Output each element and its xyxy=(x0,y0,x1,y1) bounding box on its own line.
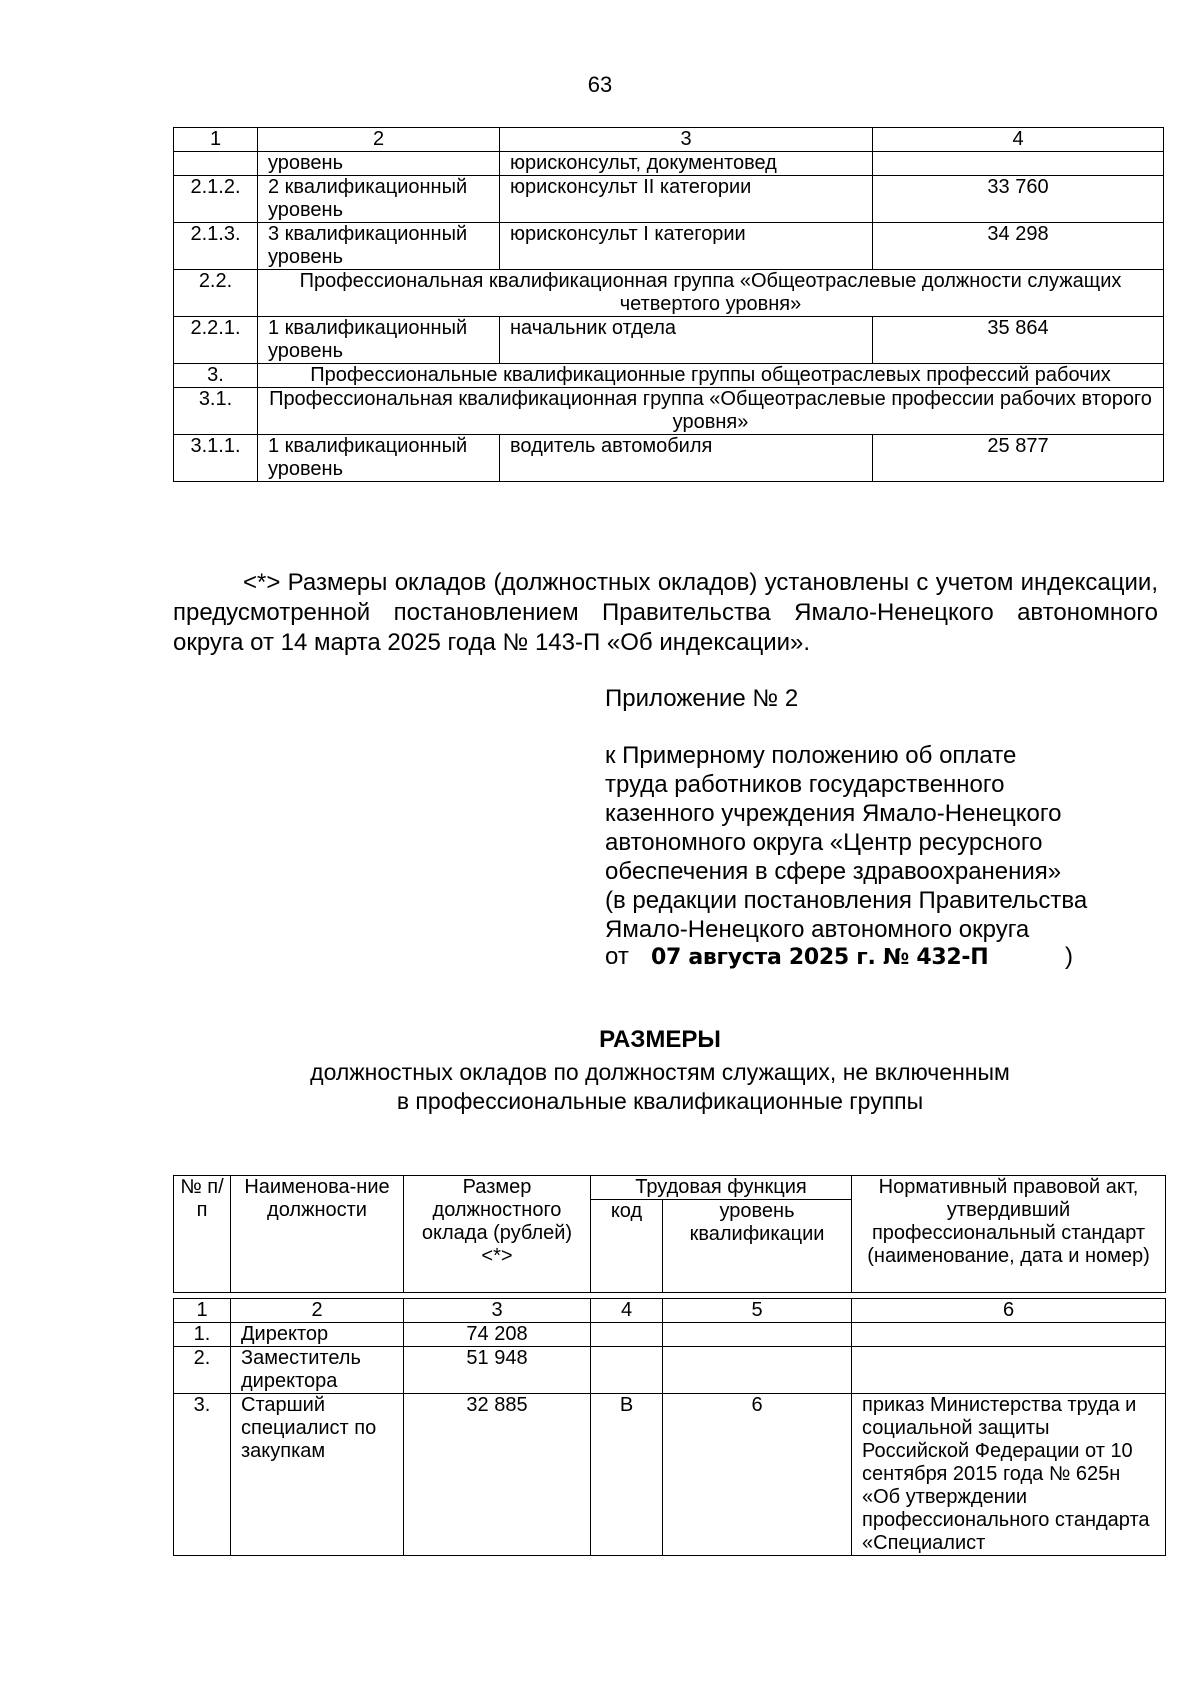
function-code xyxy=(591,1347,663,1394)
document-subtitle xyxy=(0,1058,1200,1116)
row-number: 3. xyxy=(174,364,258,388)
row-number: 1. xyxy=(174,1323,231,1347)
annex-line: казенного учреждения Ямало-Ненецкого xyxy=(605,800,1062,827)
annex-line: к Примерному положению об оплате xyxy=(605,742,1017,769)
position-name: Старший специалист по закупкам xyxy=(231,1394,404,1556)
column-index: 2 xyxy=(231,1299,404,1323)
date-suffix: ) xyxy=(1065,943,1073,970)
position-name: юрисконсульт, документовед xyxy=(500,152,873,176)
salary-value xyxy=(873,152,1164,176)
header-qualification: уровень квалификации xyxy=(663,1200,852,1293)
qualification-level xyxy=(663,1323,852,1347)
position-name: юрисконсульт I категории xyxy=(500,223,873,270)
salary-table xyxy=(173,1298,1166,1556)
header-num: № п/п xyxy=(174,1176,231,1293)
header-act: Нормативный правовой акт, утвердивший профессиональный стандарт (наименование, дата и номер) xyxy=(852,1176,1166,1293)
index-row xyxy=(174,1299,1166,1323)
salary-value: 35 864 xyxy=(873,317,1164,364)
qualification-level: 3 квалификационный уровень xyxy=(258,223,500,270)
salary-value: 51 948 xyxy=(404,1347,591,1394)
group-title: Профессиональная квалификационная группа «Общеотраслевые профессии рабочих второго уровня» xyxy=(258,388,1164,435)
date-stamp: 07 августа 2025 г. № 432-П xyxy=(651,945,989,970)
header-salary: Размер должностного оклада (рублей) <*> xyxy=(404,1176,591,1293)
qualification-level: 2 квалификационный уровень xyxy=(258,176,500,223)
row-number: 3.1.1. xyxy=(174,435,258,482)
group-row xyxy=(174,388,1164,435)
table-row xyxy=(174,435,1164,482)
table-row xyxy=(174,317,1164,364)
position-name: юрисконсульт II категории xyxy=(500,176,873,223)
row-number: 2.1.3. xyxy=(174,223,258,270)
header-code: код xyxy=(591,1200,663,1293)
column-index: 1 xyxy=(174,128,258,152)
qualification-level xyxy=(663,1347,852,1394)
qualification-level: 1 квалификационный уровень xyxy=(258,435,500,482)
group-title: Профессиональная квалификационная группа «Общеотраслевые должности служащих четвертого уровня» xyxy=(258,270,1164,317)
table-row xyxy=(174,176,1164,223)
group-title: Профессиональные квалификационные группы общеотраслевых профессий рабочих xyxy=(258,364,1164,388)
column-index: 3 xyxy=(500,128,873,152)
qualification-groups-table xyxy=(173,127,1164,482)
column-index: 4 xyxy=(591,1299,663,1323)
normative-act: приказ Министерства труда и социальной защиты Российской Федерации от 10 сентября 2015 года № 625н «Об утверждении профессионального стандарта «Специалист xyxy=(852,1394,1166,1556)
document-title: РАЗМЕРЫ xyxy=(599,1026,721,1053)
row-number xyxy=(174,152,258,176)
function-code: В xyxy=(591,1394,663,1556)
position-name: Директор xyxy=(231,1323,404,1347)
salary-value: 74 208 xyxy=(404,1323,591,1347)
date-prefix: от xyxy=(605,943,629,970)
position-name: Заместитель директора xyxy=(231,1347,404,1394)
table-row xyxy=(174,1323,1166,1347)
annex-line: обеспечения в сфере здравоохранения» xyxy=(605,858,1062,885)
salary-table-header xyxy=(173,1175,1166,1293)
table-row xyxy=(174,223,1164,270)
footnote: <*> Размеры окладов (должностных окладов) установлены с учетом индексации, предусмотренной постановлением Правительства Ямало-Ненецкого автономного округа от 14 марта 2025 года № 143-П «Об индексации». xyxy=(173,569,1158,656)
qualification-level: 6 xyxy=(663,1394,852,1556)
salary-value: 32 885 xyxy=(404,1394,591,1556)
salary-value: 33 760 xyxy=(873,176,1164,223)
column-index: 3 xyxy=(404,1299,591,1323)
annex-title: Приложение № 2 xyxy=(605,685,799,712)
table-header-row xyxy=(174,128,1164,152)
table-row xyxy=(174,1347,1166,1394)
salary-value: 34 298 xyxy=(873,223,1164,270)
group-row xyxy=(174,270,1164,317)
annex-line: труда работников государственного xyxy=(605,771,1005,798)
row-number: 2. xyxy=(174,1347,231,1394)
salary-value: 25 877 xyxy=(873,435,1164,482)
row-number: 2.1.2. xyxy=(174,176,258,223)
group-row xyxy=(174,364,1164,388)
subtitle-line: в профессиональные квалификационные группы xyxy=(396,1088,924,1114)
subtitle-line: должностных окладов по должностям служащих, не включенным xyxy=(310,1059,1010,1085)
annex-reference xyxy=(605,741,1165,944)
annex-line: автономного округа «Центр ресурсного xyxy=(605,829,1043,856)
header-labor-function: Трудовая функция xyxy=(591,1176,852,1200)
resolution-date xyxy=(605,943,1085,975)
table-row xyxy=(174,152,1164,176)
qualification-level: уровень xyxy=(258,152,500,176)
function-code xyxy=(591,1323,663,1347)
page-number: 63 xyxy=(587,72,613,97)
column-index: 1 xyxy=(174,1299,231,1323)
row-number: 2.2.1. xyxy=(174,317,258,364)
normative-act xyxy=(852,1323,1166,1347)
annex-line: Ямало-Ненецкого автономного округа xyxy=(605,916,1030,943)
row-number: 3. xyxy=(174,1394,231,1556)
row-number: 3.1. xyxy=(174,388,258,435)
table-row xyxy=(174,1394,1166,1556)
qualification-level: 1 квалификационный уровень xyxy=(258,317,500,364)
column-index: 5 xyxy=(663,1299,852,1323)
column-index: 4 xyxy=(873,128,1164,152)
column-index: 6 xyxy=(852,1299,1166,1323)
position-name: начальник отдела xyxy=(500,317,873,364)
column-index: 2 xyxy=(258,128,500,152)
normative-act xyxy=(852,1347,1166,1394)
header-name: Наименова-ние должности xyxy=(231,1176,404,1293)
annex-line: (в редакции постановления Правительства xyxy=(605,887,1088,914)
row-number: 2.2. xyxy=(174,270,258,317)
position-name: водитель автомобиля xyxy=(500,435,873,482)
